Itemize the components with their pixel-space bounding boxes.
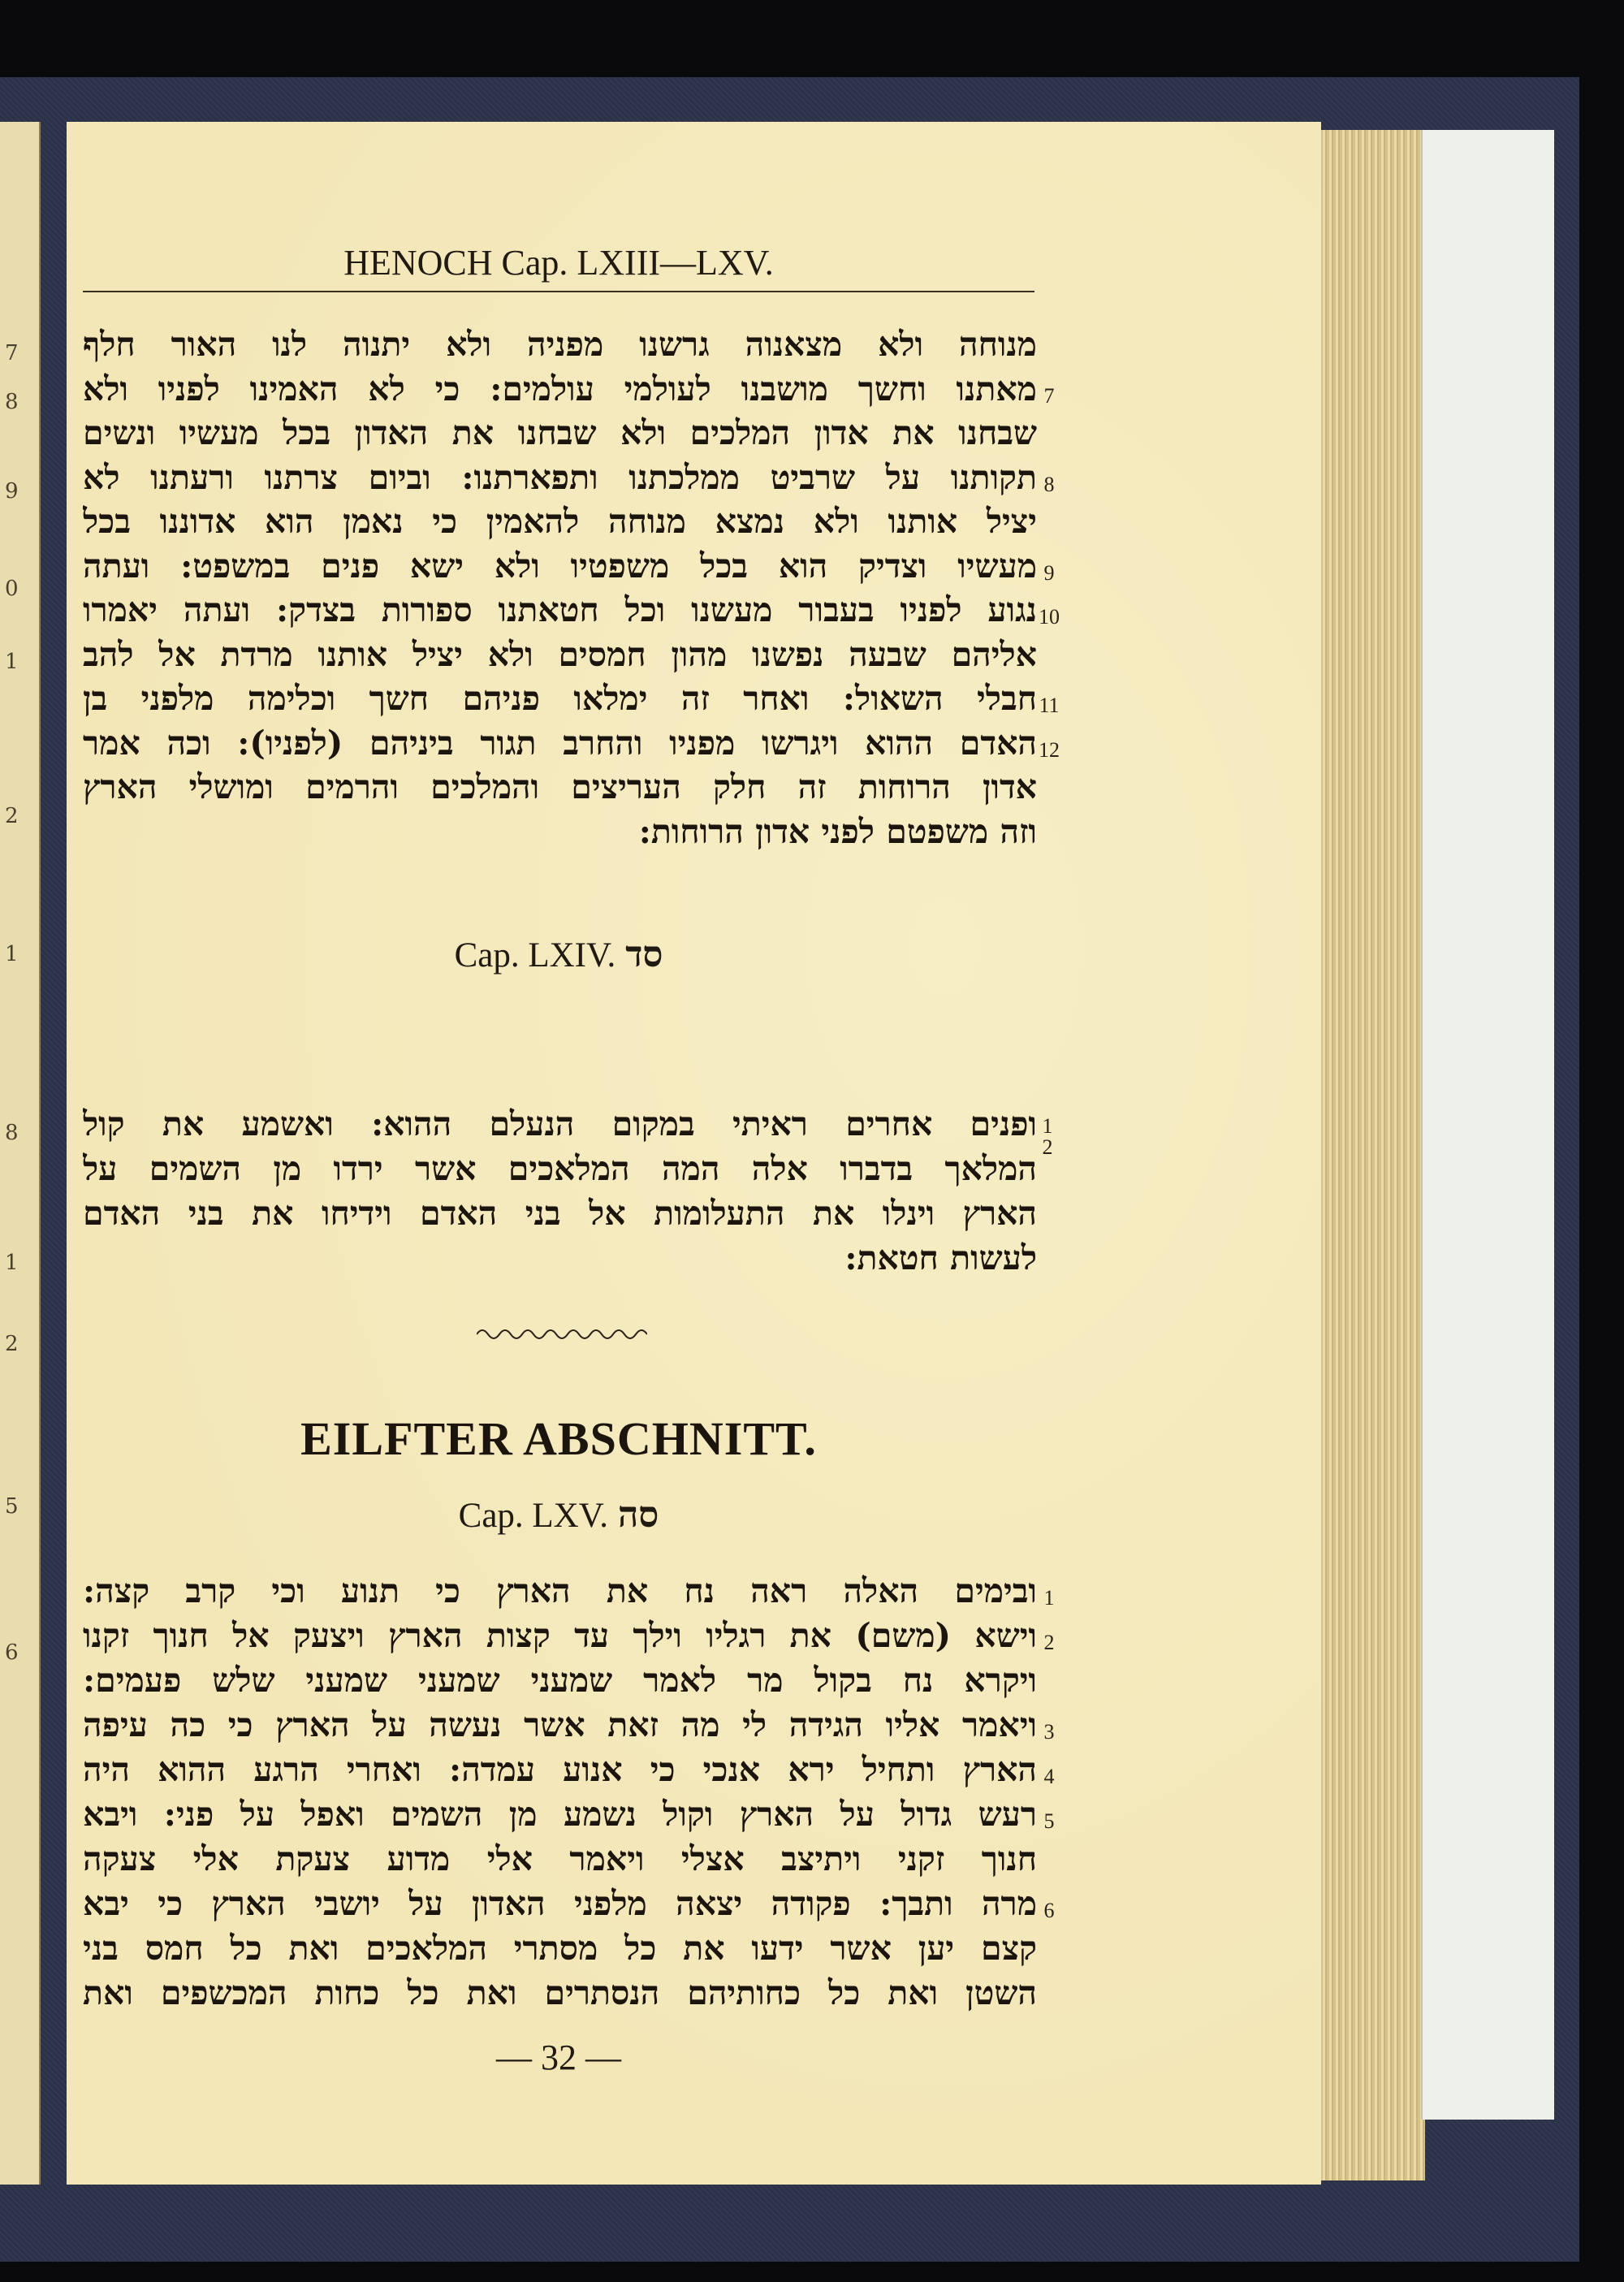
previous-page-edge [0,122,41,2185]
previous-page-verse-number: 1 [5,650,19,674]
text-line: וישא (משם) את רגליו וילך עד קצות הארץ ויצעק אל חנוך זקנו [83,1616,1037,1655]
verse-number: 8 [1043,472,1055,496]
text-line: האדם ההוא ויגרשו מפניו והחרב תגור ביניהם (לפניו): וכה אמר [83,723,1037,763]
text-line: ויאמר אליו הגידה לי מה זאת אשר נעשה על הארץ כי כה עיפה [83,1705,1037,1744]
verse-number: 6 [1043,1899,1055,1922]
verse-number: 1 [1043,1586,1055,1610]
text-line: קצם יען אשר ידעו את כל מסתרי המלאכים ואת כל חמס בני [83,1929,1037,1968]
previous-page-verse-number: 2 [5,804,19,828]
ornamental-divider [477,1322,647,1346]
chapter-hebrew-number: סד [625,934,663,975]
verse-number: 4 [1043,1765,1055,1788]
text-line: מרה ותבך: פקודה יצאה מלפני האדון על יושבי הארץ כי יבא [83,1884,1037,1923]
previous-page-verse-number: 6 [5,1640,19,1665]
chapter-label: Cap. LXV. [458,1497,608,1535]
previous-page-verse-number: 0 [5,577,19,601]
verse-number: 10 [1039,605,1060,629]
text-line: תקותנו על שרביט ממלכתנו ותפארתנו: וביום צרתנו ורעתנו לא [83,457,1037,497]
verse-number: 2 [1043,1631,1055,1654]
verse-number: 1 [1042,1114,1053,1138]
text-line: ויקרא נח בקול מר לאמר שמעני שמעני שמעני שלש פעמים: [83,1661,1037,1700]
text-line: וזה משפטם לפני אדון הרוחות: [638,811,1037,851]
text-line: מעשיו וצדיק הוא בכל משפטיו ולא ישא פנים במשפט: ועתה [83,546,1037,586]
verse-number: 12 [1039,737,1060,762]
text-line: חנוך זקני ויתיצב אצלי ויאמר אלי מדוע צעקת אלי צעקה [83,1839,1037,1878]
text-line: ובימים האלה ראה נח את הארץ כי תנוע וכי קרב קצה: [83,1571,1037,1610]
text-line: השטן ואת כל כחותיהם הנסתרים ואת כל כחות המכשפים ואת [83,1973,1037,2012]
endpaper [1421,130,1554,2120]
previous-page-verse-number: 1 [5,942,19,966]
text-line: לעשות חטאת: [844,1238,1037,1277]
verse-number: 9 [1043,560,1055,585]
previous-page-verse-number: 2 [5,1332,19,1356]
chapter-heading-65 [83,1494,1034,1536]
running-header: HENOCH Cap. LXIII—LXV. [343,243,774,283]
text-line: אדון הרוחות זה חלק העריצים והמלכים והרמים ומושלי הארץ [83,767,1037,806]
text-line: מאתנו וחשך מושבנו לעולמי עולמים: כי לא האמינו לפניו ולא [83,369,1037,408]
chapter-hebrew-number: סה [618,1494,659,1536]
previous-page-verse-number: 7 [5,341,19,365]
verse-number: 7 [1043,383,1055,408]
page-block-edges [1307,130,1425,2180]
text-line: ופנים אחרים ראיתי במקום הנעלם ההוא: ואשמע את קול [83,1104,1037,1143]
verse-number: 2 [1042,1135,1053,1159]
chapter-label: Cap. LXIV. [454,936,616,975]
text-line: הארץ וינלו את התעלומות אל בני האדם וידיחו את בני האדם [83,1194,1037,1233]
chapter-heading-64 [83,934,1034,975]
text-line: רעש גדול על הארץ וקול נשמע מן השמים ואפל על פני: ויבא [83,1795,1037,1834]
verse-number: 11 [1039,694,1060,717]
previous-page-verse-number: 8 [5,1121,19,1145]
previous-page-verse-number: 8 [5,390,19,414]
book-page [67,122,1321,2185]
verse-number: 5 [1043,1809,1055,1833]
text-line: יציל אותנו ולא נמצא מנוחה להאמין כי נאמן הוא אדוננו בכל [83,502,1037,541]
text-line: שבחנו את אדון המלכים ולא שבחנו את האדון בכל מעשיו ונשים [83,413,1037,452]
text-line: חבלי השאול: ואחר זה ימלאו פניהם חשך וכלימה מלפני בן [83,679,1037,718]
text-line: נגוע לפניו בעבור מעשנו וכל חטאתנו ספורות בצדק: ועתה יאמרו [83,590,1037,629]
page-number: — 32 — [496,2038,621,2077]
text-line: הארץ ותחיל ירא אנכי כי אנוע עמדה: ואחרי הרגע ההוא היה [83,1750,1037,1789]
verse-number: 3 [1043,1720,1055,1744]
text-line: מנוחה ולא מצאנוה גרשנו מפניה ולא יתנוה לנו האור חלף [83,325,1037,364]
section-title: EILFTER ABSCHNITT. [300,1412,817,1465]
text-line: אליהם שבעה נפשנו מהון חמסים ולא יציל אותנו מרדת אל להב [83,634,1037,674]
text-line: המלאך בדברו אלה המה המלאכים אשר ירדו מן השמים על [83,1149,1037,1188]
previous-page-verse-number: 9 [5,479,19,504]
previous-page-verse-number: 1 [5,1251,19,1275]
previous-page-verse-number: 5 [5,1494,19,1519]
header-rule [83,291,1034,292]
